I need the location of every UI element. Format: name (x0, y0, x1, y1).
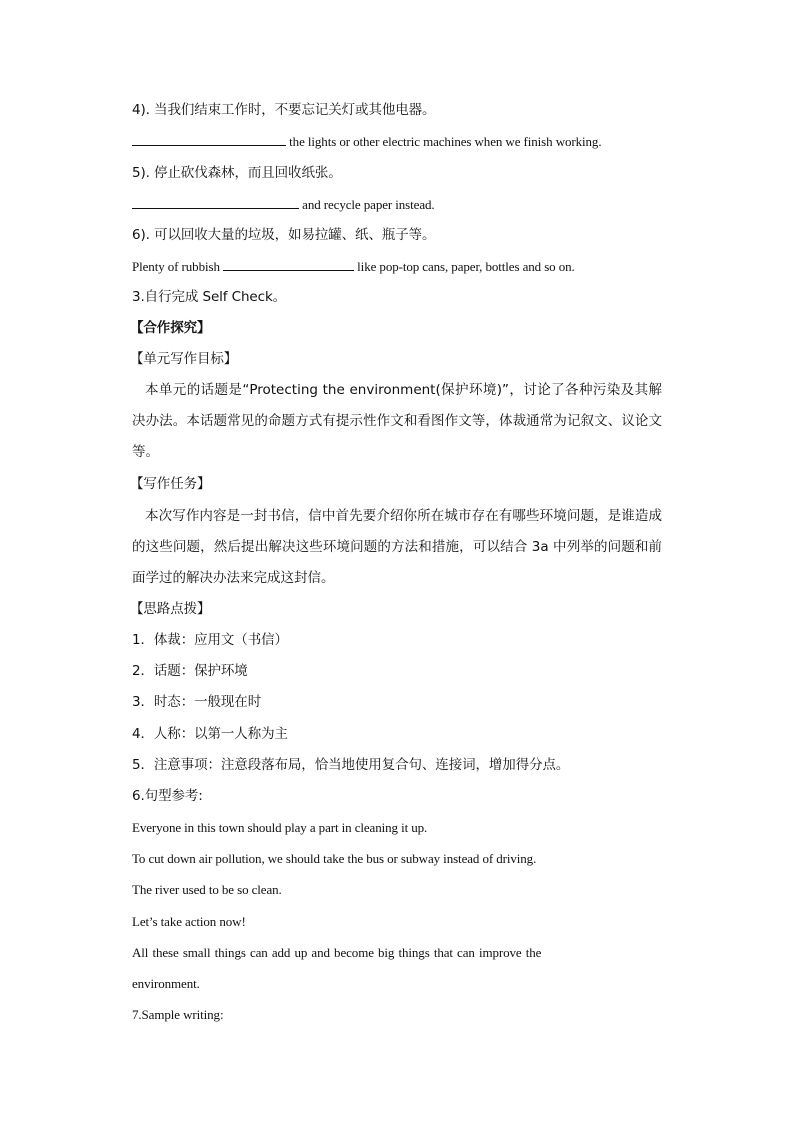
question-4-chinese: 4). 当我们结束工作时，不要忘记关灯或其他电器。 (132, 102, 436, 118)
tip-item: 3．时态：一般现在时 (132, 694, 262, 710)
tip-item: 1．体裁：应用文（书信） (132, 632, 288, 648)
unit-writing-goal-paragraph: 本单元的话题是“Protecting the environment(保护环境)”，讨论了各种污染及其解决办法。本话题常见的命题方式有提示性作文和看图作文等，体裁通常为记叙文、议论文等。 (132, 382, 662, 460)
tip-item: 2．话题：保护环境 (132, 663, 248, 679)
tip-item: 5．注意事项：注意段落布局，恰当地使用复合句、连接词，增加得分点。 (132, 757, 570, 773)
question-6-english (132, 258, 575, 275)
sentence-pattern: Everyone in this town should play a part in cleaning it up. (132, 820, 428, 835)
writing-task-heading: 【写作任务】 (130, 476, 211, 492)
self-check-line: 3.自行完成 Self Check。 (132, 289, 287, 305)
tip-item: 6.句型参考: (132, 788, 203, 804)
question-6-chinese: 6). 可以回收大量的垃圾，如易拉罐、纸、瓶子等。 (132, 227, 436, 243)
question-4-english-text: the lights or other electric machines when we finish working. (289, 134, 602, 149)
tip-item: 4．人称：以第一人称为主 (132, 726, 288, 742)
sentence-pattern: To cut down air pollution, we should take the bus or subway instead of driving. (132, 851, 537, 866)
tips-heading: 【思路点拨】 (130, 601, 211, 617)
sentence-pattern: Let’s take action now! (132, 914, 246, 929)
writing-task-paragraph: 本次写作内容是一封书信，信中首先要介绍你所在城市存在有哪些环境问题，是谁造成的这些问题，然后提出解决这些环境问题的方法和措施，可以结合 3a 中列举的问题和前面学过的解决办法来完成这封信。 (132, 508, 662, 586)
sample-writing-label: 7.Sample writing: (132, 1007, 224, 1022)
answer-blank[interactable] (223, 258, 354, 271)
question-4-english (132, 133, 601, 150)
cooperation-heading: 【合作探究】 (130, 320, 211, 336)
question-5-chinese: 5). 停止砍伐森林，而且回收纸张。 (132, 165, 342, 181)
sentence-pattern: The river used to be so clean. (132, 882, 282, 897)
question-6-english-suffix: like pop-top cans, paper, bottles and so on. (357, 259, 575, 274)
sentence-pattern: All these small things can add up and become big things that can improve the (132, 945, 542, 960)
question-6-english-prefix: Plenty of rubbish (132, 259, 220, 274)
question-5-english (132, 196, 435, 213)
question-5-english-text: and recycle paper instead. (302, 197, 435, 212)
answer-blank[interactable] (132, 133, 286, 146)
unit-writing-goal-heading: 【单元写作目标】 (130, 351, 238, 367)
answer-blank[interactable] (132, 196, 299, 209)
sentence-pattern: environment. (132, 976, 200, 991)
